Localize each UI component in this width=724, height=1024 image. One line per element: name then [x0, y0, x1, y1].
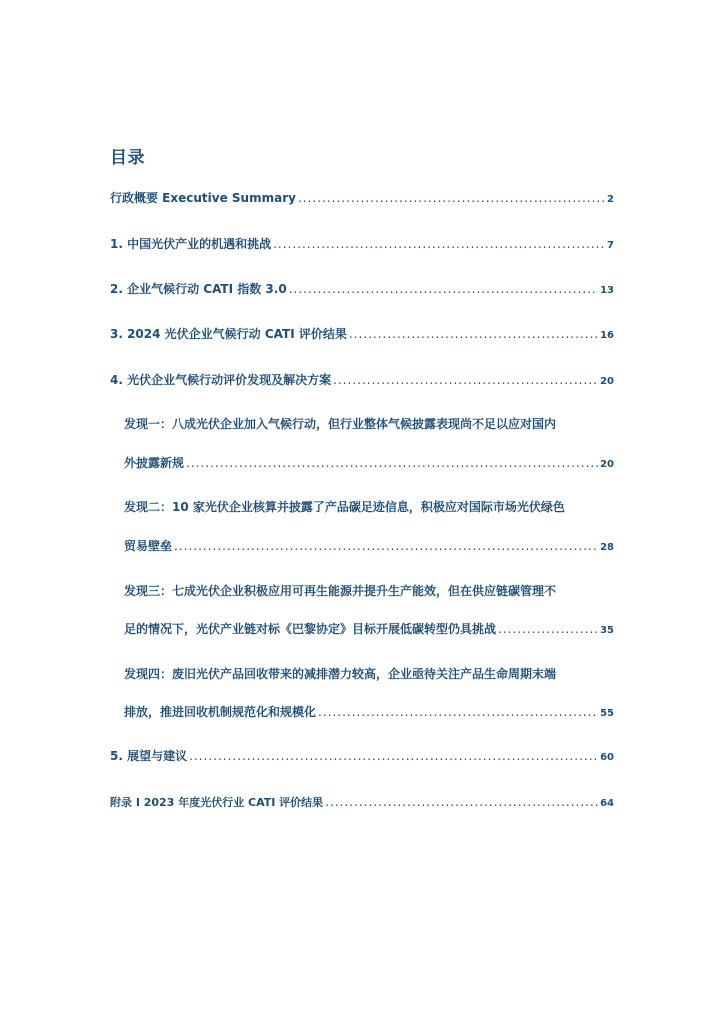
- page-title: 目录: [110, 148, 145, 168]
- toc-page-number: 13: [600, 285, 614, 296]
- toc-finding-4-line-1[interactable]: 发现四：废旧光伏产品回收带来的减排潜力较高，企业亟待关注产品生命周期末端: [124, 667, 557, 681]
- toc-entry-chapter-3[interactable]: [110, 325, 614, 343]
- toc-page-number: 60: [600, 752, 614, 763]
- toc-finding-1-line-1[interactable]: 发现一：八成光伏企业加入气候行动，但行业整体气候披露表现尚不足以应对国内: [124, 417, 557, 431]
- toc-entry-title: 3. 2024 光伏企业气候行动 CATI 评价结果: [110, 327, 347, 341]
- dot-leader: [298, 189, 605, 207]
- toc-finding-3[interactable]: [124, 620, 614, 638]
- toc-page-number: 55: [600, 708, 614, 719]
- toc-finding-4[interactable]: [124, 703, 614, 721]
- dot-leader: [333, 371, 598, 389]
- toc-entry-title: 足的情况下，光伏产业链对标《巴黎协定》目标开展低碳转型仍具挑战: [124, 622, 497, 636]
- toc-entry-title: 贸易壁垒: [124, 539, 173, 553]
- toc-page-number: 64: [600, 798, 614, 809]
- toc-entry-title: 2. 企业气候行动 CATI 指数 3.0: [110, 282, 287, 296]
- toc-entry-title: 5. 展望与建议: [110, 749, 188, 763]
- toc-finding-2[interactable]: [124, 537, 614, 555]
- dot-leader: [318, 703, 598, 721]
- dot-leader: [174, 537, 598, 555]
- toc-page-number: 16: [600, 330, 614, 341]
- toc-entry-title: 4. 光伏企业气候行动评价发现及解决方案: [110, 373, 332, 387]
- toc-entry-title: 排放，推进回收机制规范化和规模化: [124, 705, 317, 719]
- toc-entry-chapter-4[interactable]: [110, 371, 614, 389]
- toc-page-number: 35: [600, 625, 614, 636]
- dot-leader: [273, 235, 605, 253]
- dot-leader: [498, 620, 598, 638]
- dot-leader: [325, 793, 598, 811]
- toc-entry-title: 附录 I 2023 年度光伏行业 CATI 评价结果: [110, 796, 324, 809]
- toc-entry-chapter-5[interactable]: [110, 747, 614, 765]
- toc-entry-executive-summary[interactable]: [110, 189, 614, 207]
- dot-leader: [189, 747, 598, 765]
- toc-page-number: 20: [600, 459, 614, 470]
- toc-entry-title: 行政概要 Executive Summary: [110, 191, 296, 205]
- toc-entry-appendix[interactable]: [110, 793, 614, 811]
- toc-entry-chapter-1[interactable]: [110, 235, 614, 253]
- toc-page-number: 7: [607, 240, 614, 251]
- toc-finding-1[interactable]: [124, 454, 614, 472]
- toc-entry-chapter-2[interactable]: [110, 280, 614, 298]
- dot-leader: [186, 454, 598, 472]
- toc-finding-2-line-1[interactable]: 发现二：10 家光伏企业核算并披露了产品碳足迹信息，积极应对国际市场光伏绿色: [124, 500, 565, 514]
- toc-entry-title: 外披露新规: [124, 456, 185, 470]
- toc-page-number: 28: [600, 542, 614, 553]
- toc-entry-title: 1. 中国光伏产业的机遇和挑战: [110, 237, 272, 251]
- dot-leader: [349, 325, 598, 343]
- dot-leader: [289, 280, 598, 298]
- toc-finding-3-line-1[interactable]: 发现三：七成光伏企业积极应用可再生能源并提升生产能效，但在供应链碳管理不: [124, 584, 557, 598]
- toc-page-number: 20: [600, 376, 614, 387]
- toc-page-number: 2: [607, 194, 614, 205]
